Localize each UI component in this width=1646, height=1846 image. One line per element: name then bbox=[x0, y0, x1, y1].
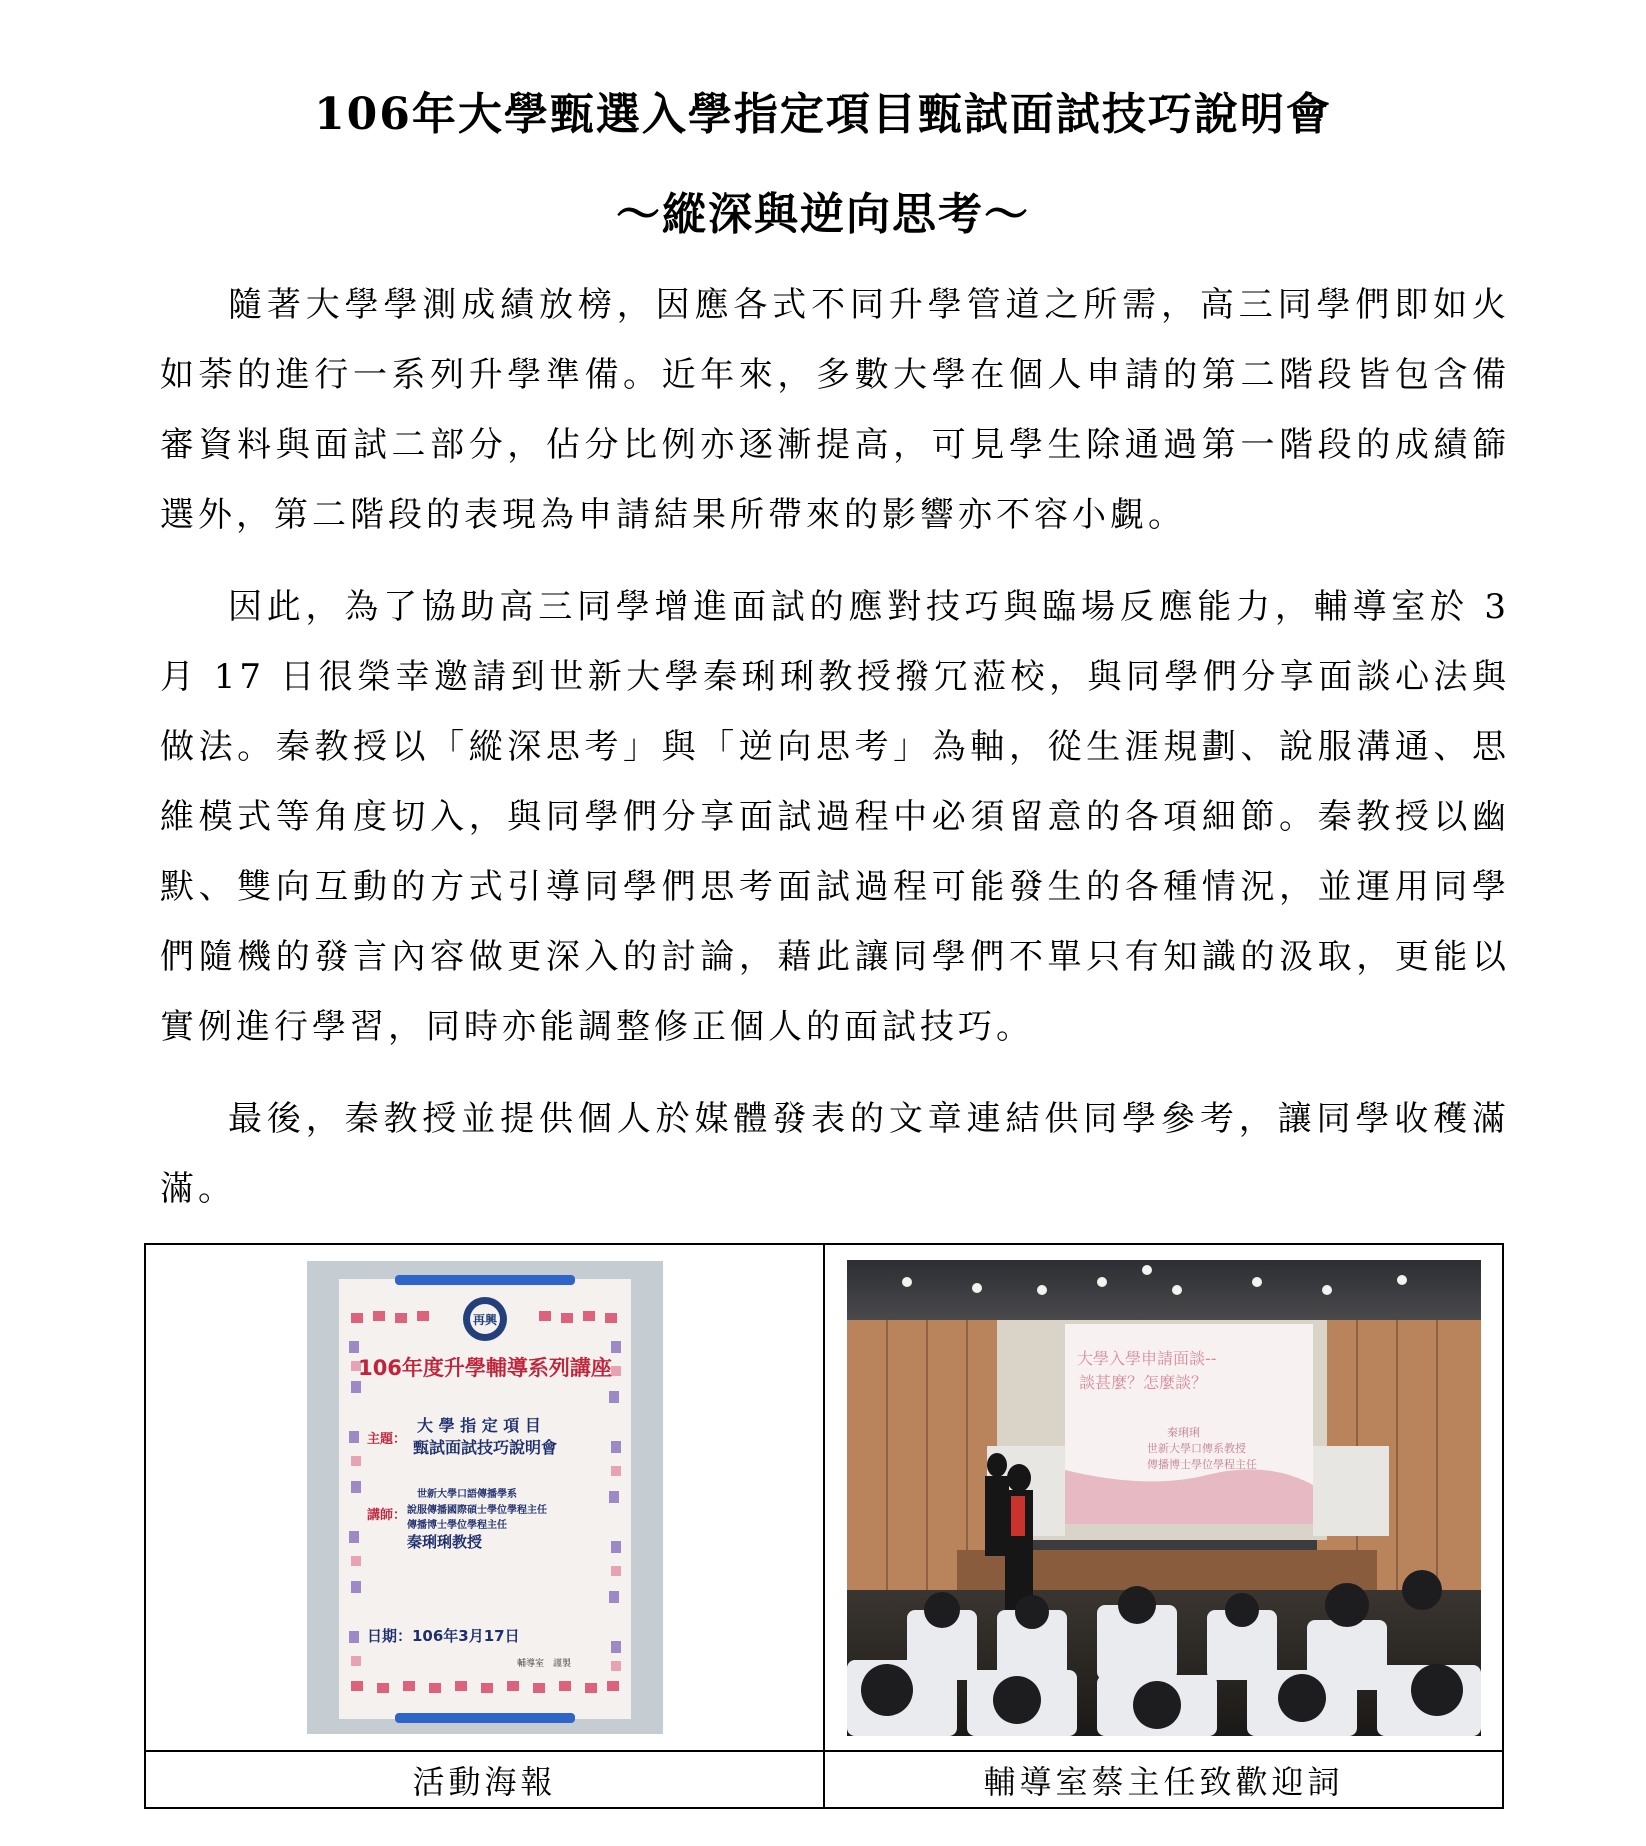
lecture-photo-caption: 輔導室蔡主任致歡迎詞 bbox=[824, 1751, 1503, 1808]
article-body bbox=[160, 270, 1510, 1246]
poster-speaker-name: 秦琍琍教授 bbox=[406, 1533, 482, 1551]
screen-line4: 世新大學口傳系教授 bbox=[1146, 1441, 1246, 1455]
lecture-hall-illustration bbox=[847, 1260, 1481, 1736]
lecture-photo-cell bbox=[824, 1244, 1503, 1751]
poster-caption: 活動海報 bbox=[145, 1751, 824, 1808]
lecture-hall-photo bbox=[847, 1260, 1481, 1736]
poster-date: 日期：106年3月17日 bbox=[366, 1627, 520, 1645]
screen-line1: 大學入學申請面談-- bbox=[1076, 1348, 1217, 1368]
poster-cell bbox=[145, 1244, 824, 1751]
paragraph: 因此，為了協助高三同學增進面試的應對技巧與臨場反應能力，輔導室於 3 月 17 日很榮幸邀請到世新大學秦琍琍教授撥冗蒞校，與同學們分享面談心法與做法。秦教授以「縱深思考」與「逆向思考」為軸，從生涯規劃、說服溝通、思維模式等角度切入，與同學們分享面試過程中必須留意的各項細節。秦教授以幽默、雙向互動的方式引導同學們思考面試過程可能發生的各種情況，並運用同學們隨機的發言內容做更深入的討論，藉此讓同學們不單只有知識的汲取，更能以實例進行學習，同時亦能調整修正個人的面試技巧。 bbox=[160, 587, 1510, 1047]
event-poster-image bbox=[307, 1261, 663, 1734]
screen-line2: 談甚麼？怎麼談？ bbox=[1078, 1372, 1207, 1392]
poster-heading: 106年度升學輔導系列講座 bbox=[357, 1356, 612, 1380]
poster-topic-label: 主題： bbox=[366, 1432, 406, 1447]
screen-line3: 秦琍琍 bbox=[1166, 1425, 1200, 1439]
poster-speaker-line3: 傳播博士學位學程主任 bbox=[406, 1520, 507, 1531]
poster-speaker-label: 講師： bbox=[366, 1508, 406, 1523]
screen-line5: 傳播博士學位學程主任 bbox=[1146, 1457, 1257, 1471]
poster-speaker-line1: 世新大學口語傳播學系 bbox=[416, 1489, 517, 1500]
document-title: 106年大學甄選入學指定項目甄試面試技巧說明會 bbox=[314, 89, 1332, 140]
poster-topic-line2: 甄試面試技巧說明會 bbox=[412, 1438, 557, 1457]
poster-speaker-line2: 說服傳播國際碩士學位學程主任 bbox=[406, 1505, 547, 1516]
photo-table bbox=[144, 1243, 1504, 1809]
document-subtitle: ～縱深與逆向思考～ bbox=[616, 189, 1030, 240]
poster-illustration bbox=[307, 1261, 663, 1734]
poster-footer: 輔導室 謹製 bbox=[516, 1659, 571, 1669]
poster-logo-text: 再興 bbox=[472, 1313, 497, 1327]
poster-topic-line1: 大 學 指 定 項 目 bbox=[416, 1416, 541, 1435]
paragraph: 隨著大學學測成績放榜，因應各式不同升學管道之所需，高三同學們即如火如荼的進行一系列升學準備。近年來，多數大學在個人申請的第二階段皆包含備審資料與面試二部分，佔分比例亦逐漸提高，可見學生除通過第一階段的成績篩選外，第二階段的表現為申請結果所帶來的影響亦不容小覷。 bbox=[160, 285, 1510, 535]
paragraph: 最後，秦教授並提供個人於媒體發表的文章連結供同學參考，讓同學收穫滿滿。 bbox=[160, 1099, 1510, 1209]
